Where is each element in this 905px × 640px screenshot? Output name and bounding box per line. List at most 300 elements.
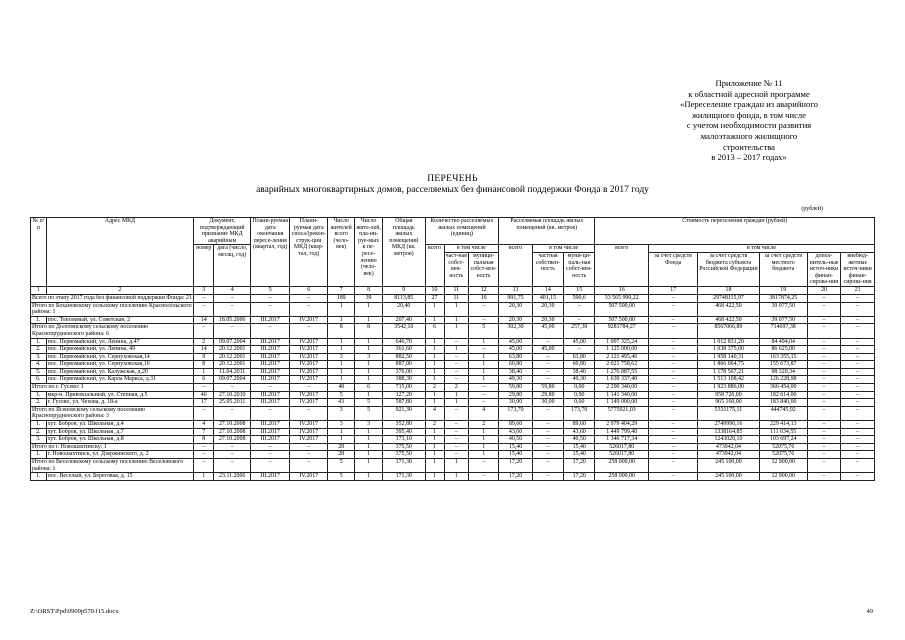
- table-cell: –: [807, 338, 841, 346]
- table-cell: 09.07.2004: [214, 376, 251, 384]
- table-cell: III.2017: [251, 428, 290, 436]
- table-cell: 8: [328, 324, 355, 338]
- table-cell: 30,00: [532, 399, 563, 407]
- subtotal-row: [31, 294, 875, 302]
- table-cell: 28: [328, 451, 355, 459]
- table-cell: 0,00: [564, 399, 595, 407]
- table-cell: 1: [425, 428, 444, 436]
- table-cell: –: [290, 324, 328, 338]
- table-cell: 6: [194, 376, 214, 384]
- table-cell: 1 097 325,24: [595, 338, 649, 346]
- table-row: [31, 451, 875, 459]
- table-cell: 1: [194, 473, 214, 481]
- table-cell: 25.05.2011: [214, 399, 251, 407]
- table-cell: 9281784,27: [595, 324, 649, 338]
- row-number: 2.: [31, 428, 47, 436]
- table-cell: –: [649, 428, 698, 436]
- table-cell: IV.2017: [290, 353, 328, 361]
- table-cell: –: [532, 459, 563, 473]
- table-cell: 1: [355, 428, 383, 436]
- table-cell: 4: [194, 421, 214, 429]
- table-cell: 8: [355, 324, 383, 338]
- table-cell: –: [214, 294, 251, 302]
- table-cell: 468 422,50: [698, 316, 759, 324]
- table-cell: 473942,04: [698, 451, 759, 459]
- table-cell: 1: [425, 353, 444, 361]
- table-cell: IV.2017: [290, 338, 328, 346]
- table-cell: 20,30: [532, 316, 563, 324]
- table-cell: 14: [194, 316, 214, 324]
- table-cell: 526017,80: [595, 443, 649, 451]
- table-cell: 1: [425, 361, 444, 369]
- table-cell: 2: [425, 384, 444, 392]
- table-cell: –: [807, 324, 841, 338]
- header-cost-extra: допол-нитель-ные источ-ники финан-сирова-ния: [807, 252, 841, 286]
- table-cell: 1: [444, 473, 469, 481]
- table-cell: –: [214, 451, 251, 459]
- table-cell: 1: [328, 428, 355, 436]
- row-group-label: Итого по Ясеновскому сельскому поселению Краснопрудненского района: 3: [31, 406, 194, 420]
- header-count-incl: в том числе: [444, 245, 499, 253]
- table-cell: –: [807, 346, 841, 354]
- table-cell: III.2017: [251, 353, 290, 361]
- row-group-label: Всего по этапу 2017 года без финансовой поддержки Фонда: 21: [32, 294, 192, 301]
- table-cell: 3: [355, 353, 383, 361]
- table-cell: 1: [444, 316, 469, 324]
- table-cell: 27.10.2008: [214, 428, 251, 436]
- table-cell: 45,00: [499, 338, 533, 346]
- row-address: хут. Бобров, ул. Школьная, д.7: [46, 428, 194, 436]
- appendix-line: в 2013 – 2017 годах»: [711, 152, 787, 163]
- table-cell: III.2017: [251, 346, 290, 354]
- table-cell: –: [649, 316, 698, 324]
- table-cell: 29,80: [532, 391, 563, 399]
- table-row: [31, 428, 875, 436]
- table-cell: 171,30: [383, 473, 425, 481]
- table-cell: 1 125 000,00: [595, 346, 649, 354]
- table-cell: 27: [425, 294, 444, 302]
- table-cell: 1: [328, 436, 355, 444]
- table-cell: 27.10.2008: [214, 436, 251, 444]
- table-cell: –: [649, 443, 698, 451]
- table-cell: 1: [328, 302, 355, 316]
- table-cell: –: [469, 399, 499, 407]
- table-cell: 173,10: [383, 436, 425, 444]
- appendix-line: строительства: [723, 141, 775, 152]
- table-cell: –: [469, 302, 499, 316]
- column-number: 13: [499, 286, 533, 294]
- table-cell: 1: [328, 346, 355, 354]
- table-cell: –: [444, 451, 469, 459]
- table-cell: 6: [355, 384, 383, 392]
- appendix-line: малоэтажного жилищного: [700, 130, 798, 141]
- table-cell: IV.2017: [290, 346, 328, 354]
- table-cell: –: [444, 368, 469, 376]
- table-cell: 507 500,00: [595, 316, 649, 324]
- table-cell: –: [649, 324, 698, 338]
- table-cell: –: [807, 406, 841, 420]
- table-cell: 27.10.2008: [214, 421, 251, 429]
- table-cell: 59,80: [499, 384, 533, 392]
- table-cell: 15,40: [564, 443, 595, 451]
- table-cell: 52075,76: [759, 443, 807, 451]
- table-cell: –: [807, 421, 841, 429]
- table-cell: 2 979 404,29: [595, 421, 649, 429]
- row-number: 4.: [31, 361, 47, 369]
- table-cell: 3: [355, 421, 383, 429]
- column-number: 4: [214, 286, 251, 294]
- table-row: [31, 346, 875, 354]
- table-cell: –: [807, 451, 841, 459]
- table-cell: 1: [194, 368, 214, 376]
- table-cell: 991,75: [499, 294, 533, 302]
- table-cell: 401,15: [532, 294, 563, 302]
- table-cell: –: [807, 436, 841, 444]
- table-cell: 1 923 886,00: [698, 384, 759, 392]
- table-cell: 8567066,89: [698, 324, 759, 338]
- table-cell: 257,30: [564, 324, 595, 338]
- header-rarea-incl: в том числе: [532, 245, 595, 253]
- table-row: [31, 473, 875, 481]
- header-cost: Стоимость переселения граждан (рублей): [595, 218, 875, 245]
- table-cell: 9: [194, 353, 214, 361]
- row-group-label: Итого по г. Новошахтинску: 1: [31, 443, 194, 451]
- table-cell: 20.12.2001: [214, 346, 251, 354]
- table-cell: 98 320,34: [759, 368, 807, 376]
- table-cell: 1: [328, 338, 355, 346]
- table-cell: –: [841, 384, 875, 392]
- table-cell: 23.11.2006: [214, 473, 251, 481]
- table-cell: 86 625,00: [759, 346, 807, 354]
- table-cell: –: [649, 338, 698, 346]
- header-rarea-municipal: муни-ци-паль-ная собст-вен-ность: [564, 252, 595, 286]
- table-cell: 1: [355, 436, 383, 444]
- table-cell: 189: [328, 294, 355, 302]
- table-cell: 60,80: [564, 361, 595, 369]
- table-cell: –: [649, 391, 698, 399]
- table-cell: 1 513 108,42: [698, 376, 759, 384]
- table-cell: 1: [355, 459, 383, 473]
- row-group-label: Итого по Веселовскому сельскому поселению Веселовского района: 1: [31, 459, 194, 473]
- header-cost-extrabudget: внебюд-жетные источ-ники финан-сирова-ния: [841, 252, 875, 286]
- table-cell: 59,80: [532, 384, 563, 392]
- table-cell: 29748115,97: [698, 294, 759, 302]
- table-cell: 28: [328, 443, 355, 451]
- table-cell: –: [841, 406, 875, 420]
- table-cell: 3: [328, 353, 355, 361]
- subtotal-row: [31, 443, 875, 451]
- table-cell: –: [807, 302, 841, 316]
- table-cell: 8: [194, 436, 214, 444]
- table-cell: 1: [425, 376, 444, 384]
- table-cell: 16: [469, 294, 499, 302]
- table-cell: –: [841, 368, 875, 376]
- table-cell: 14: [194, 346, 214, 354]
- table-cell: 11.04.2011: [214, 368, 251, 376]
- table-cell: III.2017: [251, 391, 290, 399]
- table-cell: 09.07.2004: [214, 338, 251, 346]
- table-cell: 1: [469, 451, 499, 459]
- table-cell: 33 565 990,22: [595, 294, 649, 302]
- table-cell: 1: [444, 346, 469, 354]
- header-plan-resettle: Плани-руемая дата окончания пересе-ления (квартал, год): [251, 218, 290, 287]
- table-cell: –: [841, 451, 875, 459]
- table-cell: 60,80: [499, 361, 533, 369]
- table-cell: 15,40: [564, 451, 595, 459]
- table-cell: 1: [328, 316, 355, 324]
- table-cell: 48: [328, 384, 355, 392]
- table-cell: 1243020,10: [698, 436, 759, 444]
- table-cell: –: [444, 428, 469, 436]
- table-cell: –: [841, 436, 875, 444]
- table-cell: 3817874,25: [759, 294, 807, 302]
- table-cell: –: [532, 376, 563, 384]
- table-cell: –: [251, 459, 290, 473]
- table-cell: 155 673,87: [759, 361, 807, 369]
- row-number: 3.: [31, 353, 47, 361]
- table-cell: 89,60: [499, 421, 533, 429]
- table-cell: 12 900,00: [759, 459, 807, 473]
- table-cell: –: [841, 361, 875, 369]
- row-number: 1.: [31, 451, 47, 459]
- table-cell: IV.2017: [290, 391, 328, 399]
- table-cell: 2: [444, 384, 469, 392]
- table-cell: 1: [425, 399, 444, 407]
- table-cell: 43,60: [499, 428, 533, 436]
- table-cell: 1: [425, 302, 444, 316]
- table-cell: III.2017: [251, 473, 290, 481]
- header-address: Адрес МКД: [46, 218, 194, 287]
- table-cell: –: [807, 294, 841, 302]
- table-cell: 1: [469, 338, 499, 346]
- column-number: 16: [595, 286, 649, 294]
- table-cell: –: [214, 324, 251, 338]
- row-number: 1.: [31, 421, 47, 429]
- table-cell: –: [564, 316, 595, 324]
- table-cell: 1 038 375,00: [698, 346, 759, 354]
- table-cell: 20,30: [499, 316, 533, 324]
- table-cell: –: [841, 302, 875, 316]
- table-cell: 49,30: [564, 376, 595, 384]
- table-cell: 1: [469, 361, 499, 369]
- header-no: № п/п: [31, 218, 47, 287]
- houses-table: [30, 217, 875, 481]
- table-cell: –: [807, 353, 841, 361]
- table-cell: 1: [328, 368, 355, 376]
- table-cell: 63,80: [499, 353, 533, 361]
- table-cell: –: [841, 324, 875, 338]
- table-cell: 1338164,85: [698, 428, 759, 436]
- table-cell: –: [290, 406, 328, 420]
- subtotal-row: [31, 406, 875, 420]
- table-cell: 52075,76: [759, 451, 807, 459]
- row-address: хут. Бобров, ул. Школьная, д.4: [46, 421, 194, 429]
- table-cell: 4: [469, 406, 499, 420]
- table-cell: IV.2017: [290, 376, 328, 384]
- table-cell: –: [444, 376, 469, 384]
- table-cell: 1 346 717,34: [595, 436, 649, 444]
- table-cell: 17,20: [499, 473, 533, 481]
- table-cell: –: [532, 338, 563, 346]
- table-row: [31, 361, 875, 369]
- column-number: 5: [251, 286, 290, 294]
- table-cell: IV.2017: [290, 316, 328, 324]
- table-cell: 229 414,13: [759, 421, 807, 429]
- table-cell: 1 141 340,00: [595, 391, 649, 399]
- table-cell: –: [251, 406, 290, 420]
- table-cell: III.2017: [251, 316, 290, 324]
- table-cell: III.2017: [251, 421, 290, 429]
- table-cell: –: [649, 451, 698, 459]
- column-number: 9: [383, 286, 425, 294]
- header-count-private: част-ная собст-вен-ность: [444, 252, 469, 286]
- table-cell: –: [444, 443, 469, 451]
- table-cell: 1: [328, 376, 355, 384]
- row-address: г. Новошахтинск, ул. Дзержинского, д. 2: [46, 451, 194, 459]
- table-cell: 207,40: [383, 316, 425, 324]
- table-cell: 1: [425, 316, 444, 324]
- table-cell: 1: [425, 338, 444, 346]
- row-number: 2.: [31, 346, 47, 354]
- table-cell: –: [290, 384, 328, 392]
- row-address: пос. Первомайский, ул. Ленина, д.47: [46, 338, 194, 346]
- table-cell: 1: [469, 443, 499, 451]
- table-cell: 17,20: [499, 459, 533, 473]
- column-number: 1: [31, 286, 47, 294]
- table-cell: –: [290, 451, 328, 459]
- table-cell: 45,00: [532, 346, 563, 354]
- table-cell: –: [194, 406, 214, 420]
- header-cost-fund: за счет средств Фонда: [649, 252, 698, 286]
- table-cell: –: [444, 353, 469, 361]
- table-cell: 1: [469, 353, 499, 361]
- header-cost-region: за счет средств бюджета субъекта Российской Федерации: [698, 252, 759, 286]
- table-cell: –: [290, 302, 328, 316]
- table-cell: –: [807, 473, 841, 481]
- table-cell: 1: [328, 361, 355, 369]
- table-cell: 1 149 000,00: [595, 399, 649, 407]
- page-number: 49: [866, 608, 873, 615]
- table-cell: 1 276 887,55: [595, 368, 649, 376]
- column-number: 18: [698, 286, 759, 294]
- table-cell: 89,60: [564, 421, 595, 429]
- table-cell: 2 290 340,00: [595, 384, 649, 392]
- table-cell: 1: [425, 443, 444, 451]
- table-cell: 27.10.2010: [214, 391, 251, 399]
- header-rarea-private: частная собствен-ность: [532, 252, 563, 286]
- table-cell: –: [532, 443, 563, 451]
- row-group-label: Итого по Долотянскому сельскому поселению Краснопрудненского района: 6: [31, 324, 194, 338]
- table-cell: 1: [355, 361, 383, 369]
- table-cell: 507 500,00: [595, 302, 649, 316]
- appendix-line: с учетом необходимости развития: [686, 120, 812, 131]
- table-cell: 38,40: [499, 368, 533, 376]
- appendix-note: [649, 78, 849, 163]
- header-cost-incl: в том числе: [649, 245, 875, 253]
- table-cell: –: [649, 473, 698, 481]
- row-group-label: Итого по Бохановскому сельскому поселению Красносельского района: 1: [31, 302, 194, 316]
- table-cell: 1: [444, 399, 469, 407]
- table-cell: 3542,10: [383, 324, 425, 338]
- table-cell: 245 100,00: [698, 473, 759, 481]
- table-cell: –: [807, 384, 841, 392]
- table-cell: 46: [194, 391, 214, 399]
- table-cell: 1: [469, 376, 499, 384]
- table-cell: 43,60: [564, 428, 595, 436]
- table-cell: 1 639 337,40: [595, 376, 649, 384]
- table-cell: 1: [444, 324, 469, 338]
- table-cell: 361,60: [383, 346, 425, 354]
- appendix-line: Приложение № 11: [715, 78, 783, 88]
- table-cell: 183 840,00: [759, 399, 807, 407]
- table-cell: –: [194, 451, 214, 459]
- table-cell: –: [841, 338, 875, 346]
- table-cell: 45,00: [532, 324, 563, 338]
- table-cell: 366 454,00: [759, 384, 807, 392]
- table-cell: –: [841, 391, 875, 399]
- table-cell: –: [841, 443, 875, 451]
- table-cell: 245 100,00: [698, 459, 759, 473]
- table-cell: –: [649, 459, 698, 473]
- table-cell: –: [841, 428, 875, 436]
- subtotal-row: [31, 324, 875, 338]
- table-cell: –: [194, 443, 214, 451]
- table-cell: –: [251, 302, 290, 316]
- table-cell: 40,50: [499, 436, 533, 444]
- table-cell: –: [214, 406, 251, 420]
- table-cell: 1: [355, 302, 383, 316]
- table-cell: 352,80: [383, 421, 425, 429]
- table-cell: –: [194, 324, 214, 338]
- column-number: 8: [355, 286, 383, 294]
- table-cell: –: [532, 473, 563, 481]
- column-number: 3: [194, 286, 214, 294]
- table-cell: 258 000,00: [595, 473, 649, 481]
- table-row: [31, 338, 875, 346]
- appendix-line: жилищного фонда, в том числе: [691, 109, 807, 120]
- table-cell: 1 958 140,31: [698, 353, 759, 361]
- subtotal-row: [31, 302, 875, 316]
- table-cell: 1: [425, 391, 444, 399]
- table-cell: 1: [444, 459, 469, 473]
- table-cell: –: [649, 294, 698, 302]
- table-cell: –: [649, 376, 698, 384]
- row-address: пос. Первомайский, ул. Сернуховская,14: [46, 353, 194, 361]
- table-cell: 375,50: [383, 443, 425, 451]
- row-address: пос. Веселый, ул. Береговая, д. 15: [46, 473, 194, 481]
- table-cell: 127,20: [383, 391, 425, 399]
- table-cell: 5: [328, 473, 355, 481]
- table-cell: –: [532, 451, 563, 459]
- table-cell: 3: [328, 406, 355, 420]
- table-cell: 39 077,50: [759, 302, 807, 316]
- table-cell: –: [532, 353, 563, 361]
- table-cell: 20.12.2001: [214, 361, 251, 369]
- subtotal-row: [31, 384, 875, 392]
- table-cell: 8: [194, 361, 214, 369]
- table-cell: –: [841, 459, 875, 473]
- table-cell: –: [444, 421, 469, 429]
- table-cell: 1: [469, 428, 499, 436]
- table-cell: 45,00: [564, 338, 595, 346]
- table-cell: –: [649, 436, 698, 444]
- table-cell: 39: [355, 294, 383, 302]
- table-cell: –: [649, 406, 698, 420]
- table-cell: 29,80: [499, 391, 533, 399]
- column-number: 17: [649, 286, 698, 294]
- table-cell: 3: [328, 421, 355, 429]
- table-cell: 1: [355, 376, 383, 384]
